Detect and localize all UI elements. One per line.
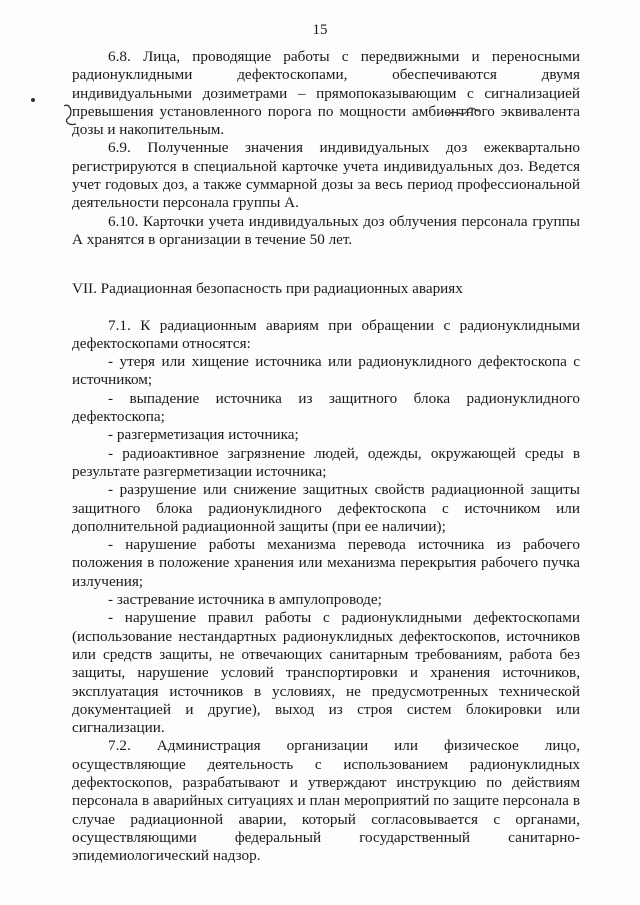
paragraph-7-2: 7.2. Администрация организации или физическое лицо, осуществляющие деятельность с использованием радионуклидных дефектоскопов, разрабатывают и утверждают инструкцию по действиям персонала в аварийных ситуациях и план мероприятий по защите персонала в случае радиационной аварии, который согласовывается с органами, осуществляющими федеральный государственный санитарно-эпидемиологический надзор.: [72, 737, 580, 865]
list-item: - разгерметизация источника;: [108, 426, 299, 444]
list-item: - нарушение правил работы с радионуклидными дефектоскопами (использование нестандартных радионуклидных дефектоскопов, источников или средств защиты, не отвечающих санитарным требованиям, работа без защиты, нарушение условий транспортировки и хранения источников, эксплуатация источников в условиях, не предусмотренных технической документацией и другие), выход из строя систем блокировки или сигнализации.: [72, 609, 580, 737]
list-item: - радиоактивное загрязнение людей, одежды, окружающей среды в результате разгерметизации источника;: [72, 444, 580, 480]
list-item: - разрушение или снижение защитных свойств радиационной защиты защитного блока радионуклидного дефектоскопа с источником или дополнительной радиационной защиты (при ее наличии);: [72, 481, 580, 535]
margin-mark: [31, 98, 35, 102]
paragraph-6-9: 6.9. Полученные значения индивидуальных доз ежеквартально регистрируются в специальной карточке учета индивидуальных доз. Ведется учет годовых доз, а также суммарной дозы за весь период профессиональной деятельности персонала группы А.: [72, 139, 580, 212]
list-item: - нарушение работы механизма перевода источника из рабочего положения в положение хранения или механизма перекрытия рабочего пучка излучения;: [72, 536, 580, 590]
list-item: - выпадение источника из защитного блока радионуклидного дефектоскопа;: [72, 389, 580, 426]
page-number: 15: [312, 22, 328, 38]
paragraph-6-10: 6.10. Карточки учета индивидуальных доз облучения персонала группы А хранятся в организации в течение 50 лет.: [72, 212, 580, 248]
section-heading: VII. Радиационная безопасность при радиационных авариях: [72, 280, 463, 298]
paragraph-7-1: 7.1. К радиационным авариям при обращении с радионуклидными дефектоскопами относятся:: [72, 316, 580, 352]
list-item: - застревание источника в ампулопроводе;: [108, 591, 382, 609]
paragraph-6-8: 6.8. Лица, проводящие работы с передвижными и переносными радионуклидными дефектоскопами, обеспечиваются двумя индивидуальными дозиметрами – прямопоказывающим с сигнализацией превышения установленного порога по мощности амбиентного эквивалента дозы и накопительным.: [72, 48, 580, 139]
document-body: [72, 48, 580, 865]
list-item: - утеря или хищение источника или радионуклидного дефектоскопа с источником;: [72, 353, 580, 389]
